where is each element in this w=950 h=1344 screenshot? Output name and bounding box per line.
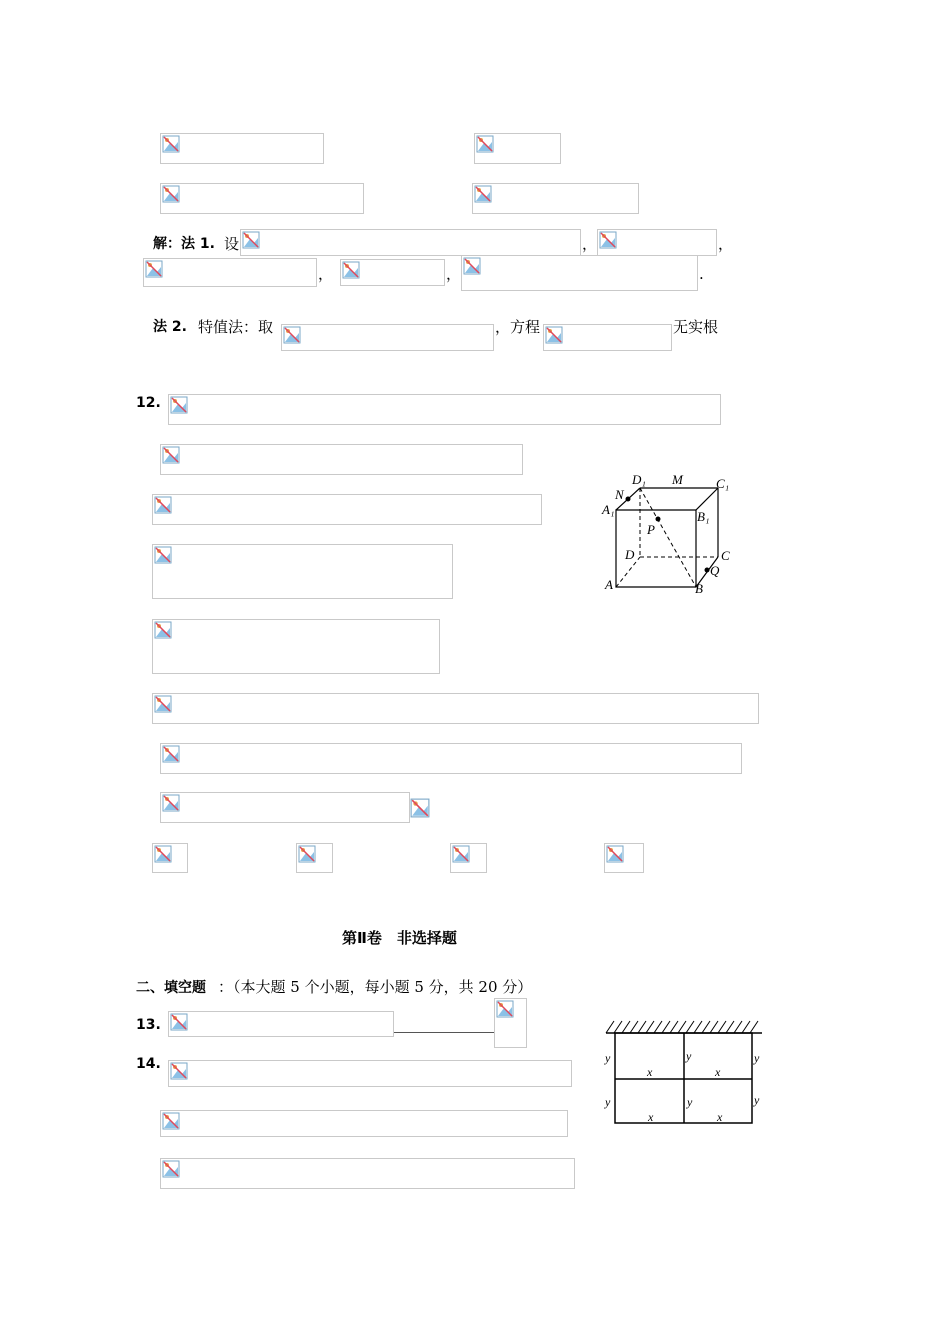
solution-method2-text: 特值法：取 [198,318,274,336]
solution-method2-end: 无实根 [673,318,719,336]
cube-label: Q [710,563,720,578]
broken-image-icon [154,621,172,639]
formula-image [160,792,410,823]
cube-diagram [598,470,738,598]
cube-label: A [605,577,613,592]
broken-image-icon [162,1160,180,1178]
choice-c-image [450,843,487,873]
formula-image [160,183,364,214]
comma: ， [446,265,462,283]
broken-image-icon [496,1000,514,1018]
broken-image-icon [298,845,316,863]
point-q [705,568,710,573]
cube-label: M [672,472,683,487]
formula-image [152,693,759,724]
section-heading: 二、填空题 [136,980,206,996]
formula-image [152,544,453,599]
grid-label: y [605,1051,611,1065]
formula-image [160,133,324,164]
formula-image [474,133,561,164]
formula-image [281,324,494,351]
cube-label: N [615,487,624,502]
cube-label: P [647,522,655,537]
formula-image [168,1060,572,1087]
fence-grid-diagram [600,1018,766,1128]
broken-image-icon [154,546,172,564]
broken-image-icon [283,326,301,344]
broken-image-icon [170,1062,188,1080]
choice-a-image [152,843,188,873]
broken-image-icon [162,1112,180,1130]
broken-image-icon [154,695,172,713]
cube-label: D [625,547,635,562]
formula-image [168,394,721,425]
grid-label: y [605,1095,611,1109]
broken-image-icon [145,260,163,278]
comma: ， [718,235,734,253]
formula-image [461,255,698,291]
period: . [699,265,704,283]
formula-image [472,183,639,214]
formula-image [152,619,440,674]
formula-image [160,1110,568,1137]
broken-image-icon [162,446,180,464]
broken-image-icon [545,326,563,344]
cube-label: D₁ [632,472,646,487]
comma: ， [318,265,334,283]
formula-image [160,1158,575,1189]
broken-image-icon [162,745,180,763]
broken-image-icon [342,261,360,279]
broken-image-icon [599,231,617,249]
solution-method2-mid: ，方程 [495,318,541,336]
broken-image-icon [170,1013,188,1031]
formula-image [168,1011,394,1037]
grid-label: y [686,1049,692,1063]
formula-image [160,444,523,475]
formula-image [543,324,672,351]
comma: ， [582,235,598,253]
broken-image-icon [162,794,180,812]
grid-label: y [754,1093,760,1107]
cube-label: B [695,581,703,596]
grid-label: x [715,1065,721,1079]
cube-label: C₁ [716,476,730,491]
broken-image-icon [474,185,492,203]
grid-label: y [754,1051,760,1065]
choice-b-image [296,843,333,873]
formula-image [597,229,717,256]
cube-label: A₁ [602,502,615,517]
cube-label: B₁ [697,509,710,524]
broken-image-icon [162,185,180,203]
formula-image [240,229,581,256]
grid-label: x [717,1110,723,1124]
broken-image-icon [154,845,172,863]
question-number: 12. [136,395,161,411]
question-number: 13. [136,1017,161,1033]
grid-label: x [648,1110,654,1124]
question-number: 14. [136,1056,161,1072]
answer-blank [394,1032,494,1033]
solution-method2-label: 法 2. [153,319,187,335]
solution-method1-she: 设 [224,235,240,253]
broken-image-icon [410,798,430,818]
broken-image-icon [170,396,188,414]
formula-image [160,743,742,774]
broken-image-icon [154,496,172,514]
broken-image-icon [452,845,470,863]
cube-label: C [721,548,730,563]
formula-image [143,258,317,287]
point-p [656,517,661,522]
broken-image-icon [476,135,494,153]
formula-image [152,494,542,525]
section-heading-detail: ：（本大题 5 个小题，每小题 5 分，共 20 分） [218,978,533,996]
formula-image [340,259,445,286]
broken-image-icon [463,257,481,275]
choice-d-image [604,843,644,873]
solution-method1-label: 解：法 1. [153,236,215,252]
grid-label: x [647,1065,653,1079]
grid-label: y [687,1095,693,1109]
broken-image-icon [162,135,180,153]
section-title: 第Ⅱ卷 非选择题 [342,929,457,947]
broken-image-icon [606,845,624,863]
point-n [626,497,631,502]
formula-image [494,998,527,1048]
broken-image-icon [242,231,260,249]
